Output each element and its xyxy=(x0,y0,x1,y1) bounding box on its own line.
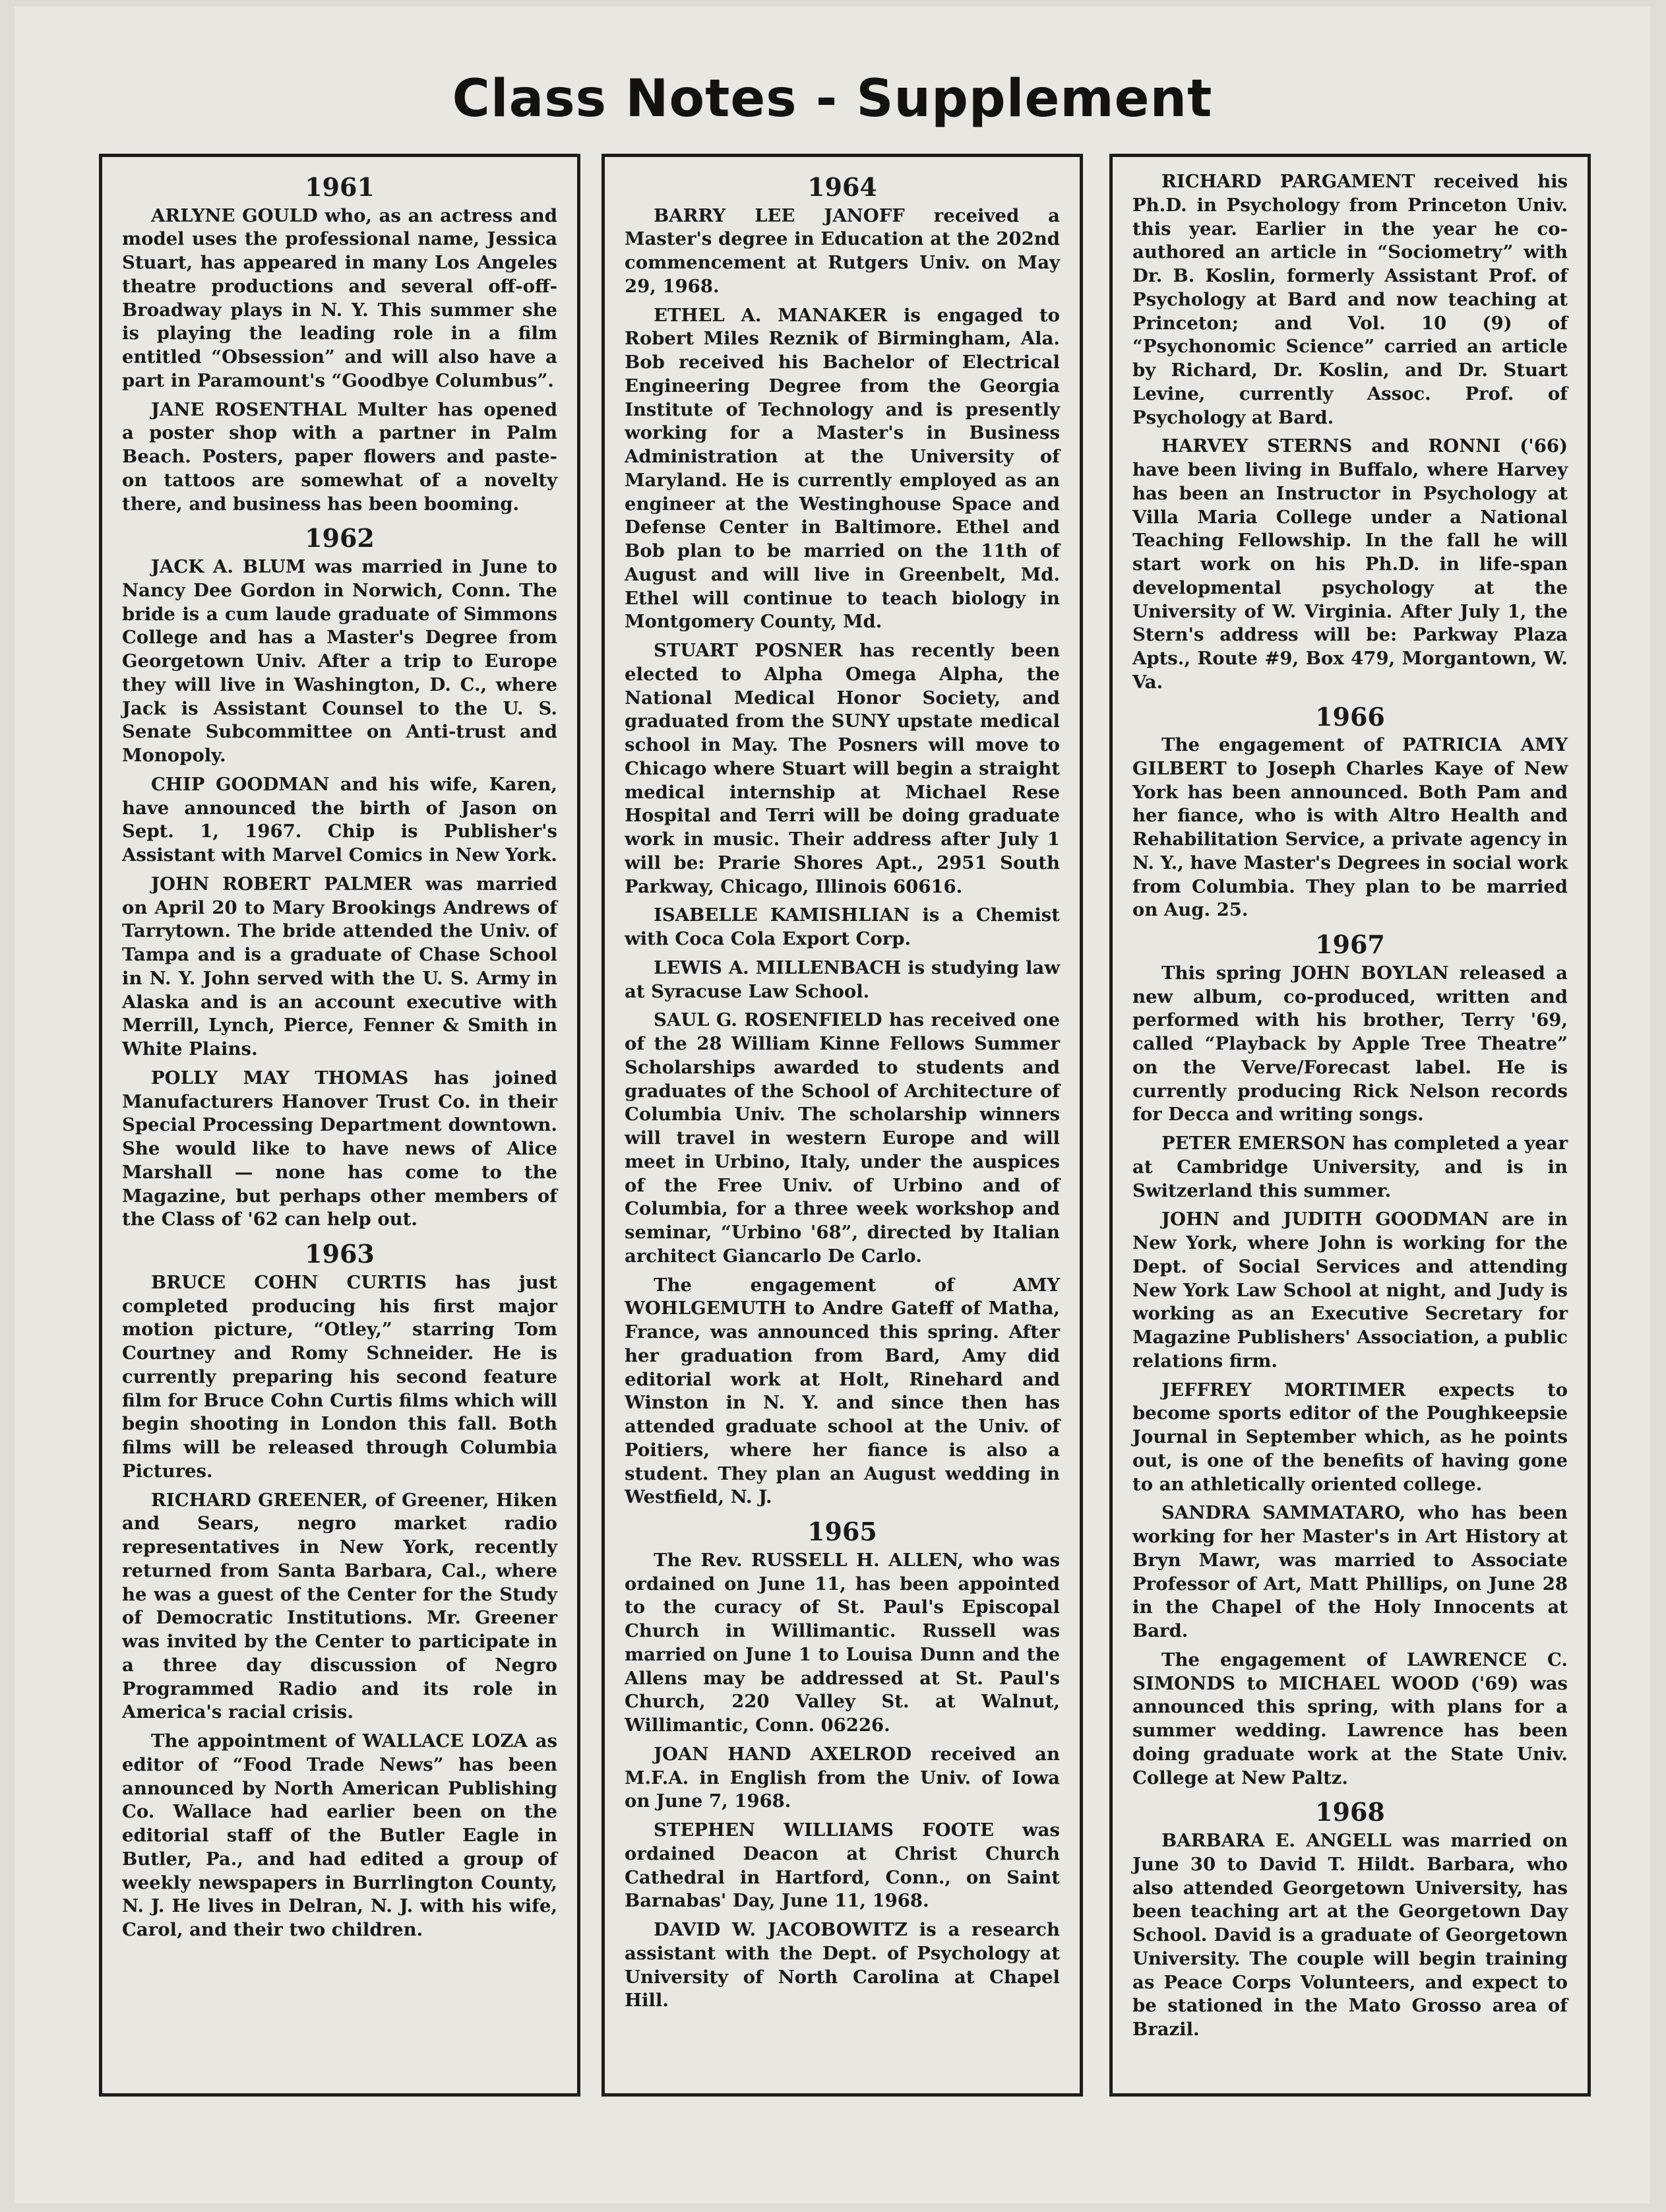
class-note: CHIP GOODMAN and his wife, Karen, have announced the birth of Jason on Sept. 1, 1967. Chip is Publisher's Assistant with Marvel Comics in New York. xyxy=(122,773,557,866)
class-note: JOHN and JUDITH GOODMAN are in New York, where John is working for the Dept. of Social Services and attending New York Law School at night, and Judy is working as an Executive Secretary for Magazine Publishers' Association, a public relations firm. xyxy=(1132,1209,1568,1372)
column-3 xyxy=(1109,154,1591,2097)
class-year-heading: 1967 xyxy=(1315,930,1385,960)
class-note: LEWIS A. MILLENBACH is studying law at Syracuse Law School. xyxy=(625,957,1060,1002)
class-note: PETER EMERSON has completed a year at Cambridge University, and is in Switzerland this summer. xyxy=(1132,1133,1568,1201)
class-note: STEPHEN WILLIAMS FOOTE was ordained Deacon at Christ Church Cathedral in Hartford, Conn., on Saint Barnabas' Day, June 11, 1968. xyxy=(625,1819,1060,1912)
class-note: RICHARD PARGAMENT received his Ph.D. in Psychology from Princeton Univ. this year. Earlier in the year he co-authored an article in “Sociometry” with Dr. B. Koslin, formerly Assistant Prof. of Psychology at Bard and now teaching at Princeton; and Vol. 10 (9) of “Psychonomic Science” carried an article by Richard, Dr. Koslin, and Dr. Stuart Levine, currently Assoc. Prof. of Psychology at Bard. xyxy=(1132,171,1568,428)
class-year-heading: 1964 xyxy=(807,172,877,202)
class-year-heading: 1965 xyxy=(807,1517,877,1547)
class-note: The Rev. RUSSELL H. ALLEN, who was ordained on June 11, has been appointed to the curacy of St. Paul's Episcopal Church in Willimantic. Russell was married on June 1 to Louisa Dunn and the Allens may be addressed at St. Paul's Church, 220 Valley St. at Walnut, Willimantic, Conn. 06226. xyxy=(625,1549,1060,1736)
class-year-heading: 1968 xyxy=(1315,1797,1385,1827)
class-note: BARRY LEE JANOFF received a Master's degree in Education at the 202nd commencement at Rutgers Univ. on May 29, 1968. xyxy=(625,205,1060,297)
page xyxy=(15,7,1650,2203)
class-year-heading: 1961 xyxy=(305,172,375,202)
class-note: ARLYNE GOULD who, as an actress and model uses the professional name, Jessica Stuart, has appeared in many Los Angeles theatre productions and several off-off-Broadway plays in N. Y. This summer she is playing the leading role in a film entitled “Obsession” and will also have a part in Paramount's “Goodbye Columbus”. xyxy=(122,205,557,391)
class-note: ISABELLE KAMISHLIAN is a Chemist with Coca Cola Export Corp. xyxy=(625,904,1060,950)
class-note: JEFFREY MORTIMER expects to become sports editor of the Poughkeepsie Journal in September which, as he points out, is one of the benefits of having gone to an athletically oriented college. xyxy=(1132,1379,1568,1495)
class-note: The engagement of LAWRENCE C. SIMONDS to MICHAEL WOOD ('69) was announced this spring, with plans for a summer wedding. Lawrence has been doing graduate work at the State Univ. College at New Paltz. xyxy=(1132,1649,1568,1788)
class-note: SAUL G. ROSENFIELD has received one of the 28 William Kinne Fellows Summer Scholarships awarded to students and graduates of the School of Architecture of Columbia Univ. The scholarship winners will travel in western Europe and will meet in Urbino, Italy, under the auspices of the Free Univ. of Urbino and of Columbia, for a three week workshop and seminar, “Urbino '68”, directed by Italian architect Giancarlo De Carlo. xyxy=(625,1009,1060,1267)
class-note: DAVID W. JACOBOWITZ is a research assistant with the Dept. of Psychology at University of North Carolina at Chapel Hill. xyxy=(625,1919,1060,2011)
class-note: STUART POSNER has recently been elected to Alpha Omega Alpha, the National Medical Honor Society, and graduated from the SUNY upstate medical school in May. The Posners will move to Chicago where Stuart will begin a straight medical internship at Michael Rese Hospital and Terri will be doing graduate work in music. Their address after July 1 will be: Prarie Shores Apt., 2951 South Parkway, Chicago, Illinois 60616. xyxy=(625,640,1060,897)
column-2 xyxy=(602,154,1083,2097)
class-note: JACK A. BLUM was married in June to Nancy Dee Gordon in Norwich, Conn. The bride is a cum laude graduate of Simmons College and has a Master's Degree from Georgetown Univ. After a trip to Europe they will live in Washington, D. C., where Jack is Assistant Counsel to the U. S. Senate Subcommittee on Anti-trust and Monopoly. xyxy=(122,556,557,767)
class-note: BARBARA E. ANGELL was married on June 30 to David T. Hildt. Barbara, who also attended Georgetown University, has been teaching art at the Georgetown Day School. David is a graduate of Georgetown University. The couple will begin training as Peace Corps Volunteers, and expect to be stationed in the Mato Grosso area of Brazil. xyxy=(1132,1830,1568,2040)
class-note: JOHN ROBERT PALMER was married on April 20 to Mary Brookings Andrews of Tarrytown. The bride attended the Univ. of Tampa and is a graduate of Chase School in N. Y. John served with the U. S. Army in Alaska and is an account executive with Merrill, Lynch, Pierce, Fenner & Smith in White Plains. xyxy=(122,873,557,1060)
class-note: RICHARD GREENER, of Greener, Hiken and Sears, negro market radio representatives in New York, recently returned from Santa Barbara, Cal., where he was a guest of the Center for the Study of Democratic Institutions. Mr. Greener was invited by the Center to participate in a three day discussion of Negro Programmed Radio and its role in America's racial crisis. xyxy=(122,1489,557,1723)
class-note: POLLY MAY THOMAS has joined Manufacturers Hanover Trust Co. in their Special Processing Department downtown. She would like to have news of Alice Marshall — none has come to the Magazine, but perhaps other members of the Class of '62 can help out. xyxy=(122,1067,557,1230)
column-1 xyxy=(99,154,580,2097)
class-note: BRUCE COHN CURTIS has just completed producing his first major motion picture, “Otley,” starring Tom Courtney and Romy Schneider. He is currently preparing his second feature film for Bruce Cohn Curtis films which will begin shooting in London this fall. Both films will be released through Columbia Pictures. xyxy=(122,1271,557,1482)
class-year-heading: 1966 xyxy=(1315,701,1385,732)
class-note: The appointment of WALLACE LOZA as editor of “Food Trade News” has been announced by North American Publishing Co. Wallace had earlier been on the editorial staff of the Butler Eagle in Butler, Pa., and had edited a group of weekly newspapers in Burrlington County, N. J. He lives in Delran, N. J. with his wife, Carol, and their two children. xyxy=(122,1730,557,1941)
class-note: HARVEY STERNS and RONNI ('66) have been living in Buffalo, where Harvey has been an Instructor in Psychology at Villa Maria College under a National Teaching Fellowship. In the fall he will start work on his Ph.D. in life-span developmental psychology at the University of W. Virginia. After July 1, the Stern's address will be: Parkway Plaza Apts., Route #9, Box 479, Morgantown, W. Va. xyxy=(1132,435,1568,693)
class-note: The engagement of PATRICIA AMY GILBERT to Joseph Charles Kaye of New York has been announced. Both Pam and her fiance, who is with Altro Health and Rehabilitation Service, a private agency in N. Y., have Master's Degrees in social work from Columbia. They plan to be married on Aug. 25. xyxy=(1132,734,1568,921)
class-note: ETHEL A. MANAKER is engaged to Robert Miles Reznik of Birmingham, Ala. Bob received his Bachelor of Electrical Engineering Degree from the Georgia Institute of Technology and is presently working for a Master's in Business Administration at the University of Maryland. He is currently employed as an engineer at the Westinghouse Space and Defense Center in Baltimore. Ethel and Bob plan to be married on the 11th of August and will live in Greenbelt, Md. Ethel will continue to teach biology in Montgomery County, Md. xyxy=(625,304,1060,633)
class-note: SANDRA SAMMATARO, who has been working for her Master's in Art History at Bryn Mawr, was married to Associate Professor of Art, Matt Phillips, on June 28 in the Chapel of the Holy Innocents at Bard. xyxy=(1132,1502,1568,1642)
page-title: Class Notes - Supplement xyxy=(452,69,1213,129)
class-note: JANE ROSENTHAL Multer has opened a poster shop with a partner in Palm Beach. Posters, paper flowers and paste-on tattoos are somewhat of a novelty there, and business has been booming. xyxy=(122,398,557,515)
class-year-heading: 1962 xyxy=(305,523,375,553)
class-note: This spring JOHN BOYLAN released a new album, co-produced, written and performed with his brother, Terry '69, called “Playback by Apple Tree Theatre” on the Verve/Forecast label. He is currently producing Rick Nelson records for Decca and writing songs. xyxy=(1132,962,1568,1125)
class-note: JOAN HAND AXELROD received an M.F.A. in English from the Univ. of Iowa on June 7, 1968. xyxy=(625,1743,1060,1812)
class-note: The engagement of AMY WOHLGEMUTH to Andre Gateff of Matha, France, was announced this spring. After her graduation from Bard, Amy did editorial work at Holt, Rinehard and Winston in N. Y. and since then has attended graduate school at the Univ. of Poitiers, where her fiance is also a student. They plan an August wedding in Westfield, N. J. xyxy=(625,1274,1060,1508)
class-year-heading: 1963 xyxy=(305,1239,375,1269)
